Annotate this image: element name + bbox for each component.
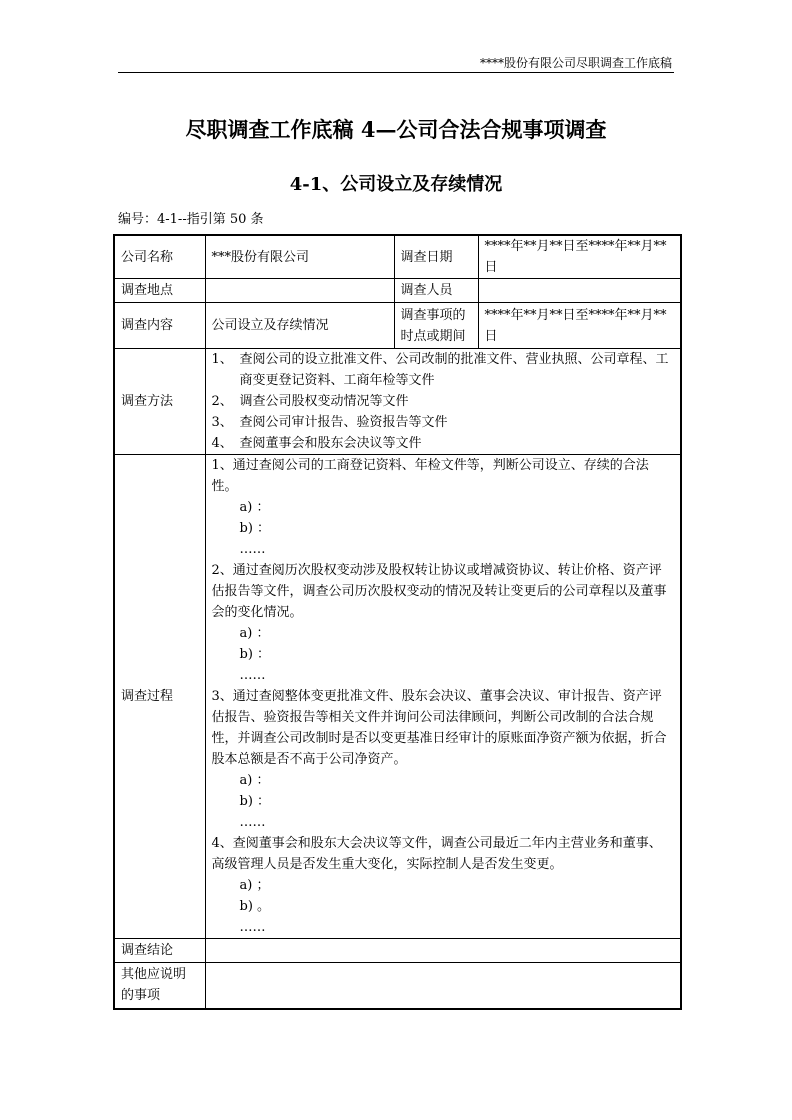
- company-name-label: 公司名称: [114, 235, 205, 279]
- process-sub-b: b) ：: [239, 647, 271, 662]
- process-ellipsis: ……: [239, 668, 266, 683]
- row-place: [114, 279, 681, 303]
- process-sub-a: a) ：: [239, 773, 270, 788]
- method-item: 4、 查阅董事会和股东会决议等文件: [211, 436, 422, 451]
- row-company: [114, 235, 681, 279]
- running-header: ****股份有限公司尽职调查工作底稿: [479, 56, 672, 70]
- process-ellipsis: ……: [239, 542, 266, 557]
- conclusion-value: [205, 939, 681, 963]
- period-label: 调查事项的时点或期间: [394, 303, 478, 349]
- other-label: 其他应说明的事项: [114, 963, 205, 1009]
- process-paragraph: 4、查阅董事会和股东大会决议等文件，调查公司最近二年内主营业务和董事、高级管理人员是否发生重大变化，实际控制人是否发生变更。: [211, 836, 662, 872]
- survey-form-table: [113, 234, 682, 1010]
- process-sub-a: a) ；: [239, 878, 270, 893]
- document-code: 编号：4-1--指引第 50 条: [118, 212, 264, 227]
- row-content: [114, 303, 681, 349]
- content-value: 公司设立及存续情况: [205, 303, 394, 349]
- process-paragraph: 2、通过查阅历次股权变动涉及股权转让协议或增减资协议、转让价格、资产评估报告等文件，调查公司历次股权变动的情况及转让变更后的公司章程以及董事会的变化情况。: [211, 563, 667, 620]
- process-label: 调查过程: [114, 455, 205, 939]
- document-title: 尽职调查工作底稿 4—公司合法合规事项调查: [185, 117, 607, 142]
- process-ellipsis: ……: [239, 815, 266, 830]
- process-content: [205, 455, 681, 939]
- process-sub-b: b) 。: [239, 899, 271, 914]
- process-paragraph: 3、通过查阅整体变更批准文件、股东会决议、董事会决议、审计报告、资产评估报告、验资报告等相关文件并询问公司法律顾问，判断公司改制的合法合规性，并调查公司改制时是否以变更基准日经审计的原账面净资产额为依据，折合股本总额是否不高于公司净资产。: [211, 689, 667, 767]
- conclusion-label: 调查结论: [114, 939, 205, 963]
- process-sub-a: a) ：: [239, 500, 270, 515]
- row-method: [114, 349, 681, 455]
- other-value: [205, 963, 681, 1009]
- process-paragraph: 1、通过查阅公司的工商登记资料、年检文件等，判断公司设立、存续的合法性。: [211, 458, 649, 494]
- section-subtitle: 4-1、公司设立及存续情况: [289, 174, 503, 195]
- process-ellipsis: ……: [239, 920, 266, 935]
- process-sub-b: b) ：: [239, 794, 271, 809]
- row-process: [114, 455, 681, 939]
- header-rule: [118, 72, 674, 73]
- method-item: 1、 查阅公司的设立批准文件、公司改制的批准文件、营业执照、公司章程、工商变更登记资料、工商年检等文件: [211, 352, 669, 388]
- surveyor-value: [478, 279, 681, 303]
- surveyor-label: 调查人员: [394, 279, 478, 303]
- survey-place-value: [205, 279, 394, 303]
- method-label: 调查方法: [114, 349, 205, 455]
- survey-date-value: ****年**月**日至****年**月**日: [478, 235, 681, 279]
- method-item: 3、 查阅公司审计报告、验资报告等文件: [211, 415, 448, 430]
- process-sub-a: a) ：: [239, 626, 270, 641]
- method-item: 2、 调查公司股权变动情况等文件: [211, 394, 409, 409]
- content-label: 调查内容: [114, 303, 205, 349]
- period-value: ****年**月**日至****年**月**日: [478, 303, 681, 349]
- row-conclusion: [114, 939, 681, 963]
- company-name-value: ***股份有限公司: [205, 235, 394, 279]
- method-list: [205, 349, 681, 455]
- row-other: [114, 963, 681, 1009]
- process-sub-b: b) ：: [239, 521, 271, 536]
- survey-place-label: 调查地点: [114, 279, 205, 303]
- survey-date-label: 调查日期: [394, 235, 478, 279]
